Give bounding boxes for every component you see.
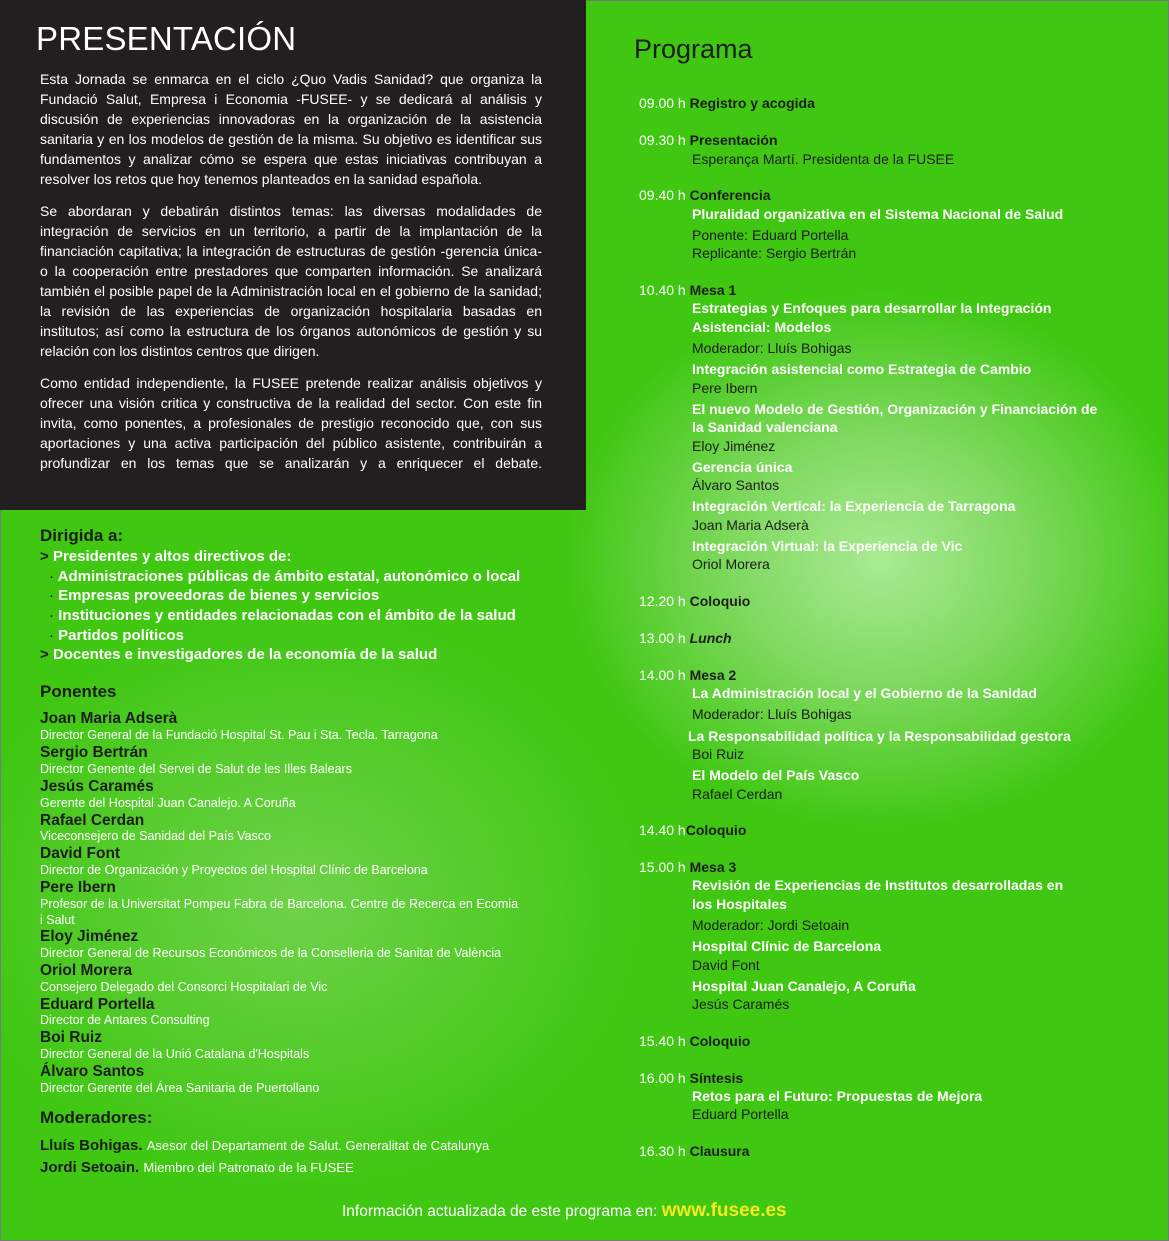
footer-text: Información actualizada de este programa en: (342, 1203, 658, 1220)
program-event (639, 186, 771, 205)
event-detail: Revisión de Experiencias de Institutos desarrolladas en (692, 877, 1064, 893)
event-detail: los Hospitales (692, 896, 787, 912)
event-detail: Integración Virtual: la Experiencia de Vic (692, 538, 963, 554)
event-detail: Eduard Portella (692, 1106, 789, 1122)
event-title: Mesa 1 (689, 282, 737, 298)
event-time: 10.40 h (639, 282, 686, 298)
moderator-item (40, 1159, 354, 1176)
speaker-name: Eduard Portella (40, 996, 155, 1013)
audience-marker: · (49, 587, 54, 604)
audience-text: Presidentes y altos directivos de: (52, 548, 292, 565)
event-time: 09.00 h (639, 95, 686, 111)
speaker-name: David Font (40, 845, 121, 862)
audience-item (49, 627, 184, 644)
audience-marker: · (49, 627, 54, 644)
footer-url-link[interactable]: www.fusee.es (661, 1200, 787, 1221)
moderator-name: Lluís Bohigas. (40, 1137, 143, 1154)
event-title: Presentación (689, 132, 778, 148)
audience-item (49, 568, 520, 585)
audience-marker: · (49, 568, 54, 585)
event-detail: El nuevo Modelo de Gestión, Organización y Financiación de (692, 401, 1098, 417)
event-title: Síntesis (689, 1070, 744, 1086)
event-time: 14.40 h (639, 822, 686, 838)
presentation-box (0, 0, 586, 510)
moderators-title: Moderadores: (40, 1108, 153, 1127)
event-detail: Moderador: Lluís Bohigas (692, 340, 852, 356)
event-detail: Esperança Martí. Presidenta de la FUSEE (692, 151, 955, 167)
intro-paragraph-1: Esta Jornada se enmarca en el ciclo ¿Quo Vadis Sanidad? que organiza la Fundació Salut, Empresa i Economia -FUSEE- y se dedicará al análisis y discusión de experiencias innovadoras en la organización de la asistencia sanitaria y en los modelos de gestión de la misma. Su objetivo es identificar sus fundamentos y analizar cómo se espera que estas iniciativas contribuyan a resolver los retos que hoy tenemos planteados en la sanidad española. (40, 71, 542, 187)
moderator-name: Jordi Setoain. (40, 1159, 140, 1176)
program-event (639, 1069, 743, 1088)
speaker-desc: Profesor de la Universitat Pompeu Fabra de Barcelona. Centre de Recerca en Ecomia i Salut (40, 897, 519, 927)
event-detail: Replicante: Sergio Bertrán (692, 245, 857, 261)
audience-item (49, 587, 379, 604)
speaker-name: Eloy Jiménez (40, 928, 139, 945)
speaker-desc: Gerente del Hospital Juan Canalejo. A Coruña (40, 796, 296, 810)
speakers-title: Ponentes (40, 682, 117, 701)
moderator-item (40, 1137, 489, 1154)
footer (342, 1200, 787, 1222)
speaker-name: Joan Maria Adserà (40, 710, 178, 727)
speaker-desc: Director de Antares Consulting (40, 1013, 210, 1027)
event-time: 09.40 h (639, 187, 686, 203)
event-detail: Rafael Cerdan (692, 786, 783, 802)
program-event (639, 666, 736, 685)
program-event (639, 629, 732, 648)
speaker-name: Rafael Cerdan (40, 812, 145, 829)
audience-item (40, 548, 291, 565)
event-title: Coloquio (689, 593, 751, 609)
event-time: 12.20 h (639, 593, 686, 609)
event-detail: Oriol Morera (692, 556, 770, 572)
event-time: 09.30 h (639, 132, 686, 148)
speaker-name: Sergio Bertrán (40, 744, 148, 761)
event-detail: Pluralidad organizativa en el Sistema Nacional de Salud (692, 206, 1064, 222)
program-event (639, 821, 746, 840)
event-title: Coloquio (689, 1033, 751, 1049)
audience-marker: > (40, 646, 49, 663)
audience-marker: · (49, 607, 54, 624)
speaker-name: Álvaro Santos (40, 1063, 145, 1080)
speaker-name: Oriol Morera (40, 962, 133, 979)
audience-title: Dirigida a: (40, 526, 124, 545)
event-time: 13.00 h (639, 630, 686, 646)
program-title: Programa (634, 34, 753, 64)
event-detail: Boi Ruiz (692, 746, 745, 762)
event-title: Coloquio (685, 822, 747, 838)
event-detail: La Responsabilidad política y la Responsabilidad gestora (688, 728, 1071, 744)
moderator-desc: Miembro del Patronato de la FUSEE (143, 1160, 354, 1175)
event-detail: Asistencial: Modelos (692, 319, 832, 335)
audience-text: Partidos políticos (58, 627, 185, 644)
event-title: Mesa 2 (689, 667, 737, 683)
moderator-desc: Asesor del Departament de Salut. Generalitat de Catalunya (146, 1138, 490, 1153)
event-detail: Jesús Caramés (692, 996, 790, 1012)
speaker-desc: Director Genente del Servei de Salut de les Illes Balears (40, 762, 352, 776)
event-detail: Retos para el Futuro: Propuestas de Mejora (692, 1088, 983, 1104)
program-event (639, 1032, 750, 1051)
audience-text: Empresas proveedoras de bienes y servicios (58, 587, 380, 604)
program-event (639, 858, 736, 877)
event-detail: Ponente: Eduard Portella (692, 227, 849, 243)
event-detail: Álvaro Santos (692, 477, 780, 493)
event-detail: Integración asistencial como Estrategia de Cambio (692, 361, 1032, 377)
speaker-desc: Director de Organización y Proyectos del Hospital Clínic de Barcelona (40, 863, 428, 877)
event-detail: Eloy Jiménez (692, 438, 776, 454)
intro-paragraph-3: Como entidad independiente, la FUSEE pretende realizar análisis objetivos y ofrecer una visión critica y constructiva de la realidad del sector. Con este fin invita, como ponentes, a profesionales de prestigio reconocido que, con sus aportaciones y una activa participación del público asistente, contribuirán a profundizar en los temas que se analizarán y a enriquecer el debate. (40, 375, 542, 471)
event-time: 15.40 h (639, 1033, 686, 1049)
speaker-desc: Director General de la Fundació Hospital St. Pau i Sta. Tecla. Tarragona (40, 728, 438, 742)
intro-paragraph-2: Se abordaran y debatirán distintos temas: las diversas modalidades de integración de servicios en un territorio, a partir de la implantación de la financiación capitativa; la integración de estructuras de gestión -gerencia única- o la cooperación entre prestadores que comparten información. Se analizará también el posible papel de la Administración local en el gobierno de la sanidad; la revisión de las experiencias de organización hospitalaria basadas en institutos; así como la estructura de los órganos autonómicos de gestión y su relación con los distintos centros que dirigen. (40, 203, 542, 359)
speaker-desc: Director General de Recursos Económicos de la Conselleria de Sanitat de València (40, 946, 502, 960)
program-event (639, 592, 750, 611)
program-event (639, 1142, 750, 1161)
speaker-desc: Viceconsejero de Sanidad del País Vasco (40, 829, 271, 843)
audience-text: Docentes e investigadores de la economía de la salud (52, 646, 438, 663)
event-detail: Pere Ibern (692, 380, 758, 396)
event-detail: la Sanidad valenciana (692, 419, 838, 435)
event-title: Conferencia (689, 187, 771, 203)
speaker-desc: Director General de la Unió Catalana d'Hospitals (40, 1047, 310, 1061)
speaker-name: Boi Ruiz (40, 1029, 102, 1046)
audience-item (40, 646, 437, 663)
event-detail: Joan Maria Adserà (692, 517, 809, 533)
event-time: 14.00 h (639, 667, 686, 683)
speaker-name: Pere Ibern (40, 879, 116, 896)
event-time: 15.00 h (639, 859, 686, 875)
event-detail: El Modelo del País Vasco (692, 767, 860, 783)
event-detail: David Font (692, 957, 760, 973)
program-event (639, 94, 815, 113)
event-detail: Hospital Juan Canalejo, A Coruña (692, 978, 916, 994)
event-title: Lunch (689, 630, 732, 646)
audience-text: Administraciones públicas de ámbito estatal, autonómico o local (57, 568, 521, 585)
speaker-desc: Consejero Delegado del Consorci Hospitalari de Vic (40, 980, 328, 994)
program-event (639, 281, 736, 300)
event-title: Mesa 3 (689, 859, 737, 875)
event-detail: Moderador: Lluís Bohigas (692, 706, 852, 722)
audience-item (49, 607, 516, 624)
event-title: Registro y acogida (689, 95, 815, 111)
event-detail: Estrategias y Enfoques para desarrollar la Integración (692, 300, 1052, 316)
program-event (639, 131, 778, 150)
event-time: 16.30 h (639, 1143, 686, 1159)
event-detail: Gerencia única (692, 459, 793, 475)
audience-marker: > (40, 548, 49, 565)
audience-text: Instituciones y entidades relacionadas con el ámbito de la salud (58, 607, 516, 624)
speaker-name: Jesús Caramés (40, 778, 154, 795)
event-detail: Integración Vertical: la Experiencia de Tarragona (692, 498, 1016, 514)
event-title: Clausura (689, 1143, 750, 1159)
event-time: 16.00 h (639, 1070, 686, 1086)
speaker-desc: Director Gerente del Área Sanitaria de Puertollano (40, 1081, 320, 1095)
event-detail: La Administración local y el Gobierno de la Sanidad (692, 685, 1037, 701)
presentation-title: PRESENTACIÓN (36, 20, 297, 57)
event-detail: Moderador: Jordi Setoain (692, 917, 850, 933)
event-detail: Hospital Clínic de Barcelona (692, 938, 882, 954)
